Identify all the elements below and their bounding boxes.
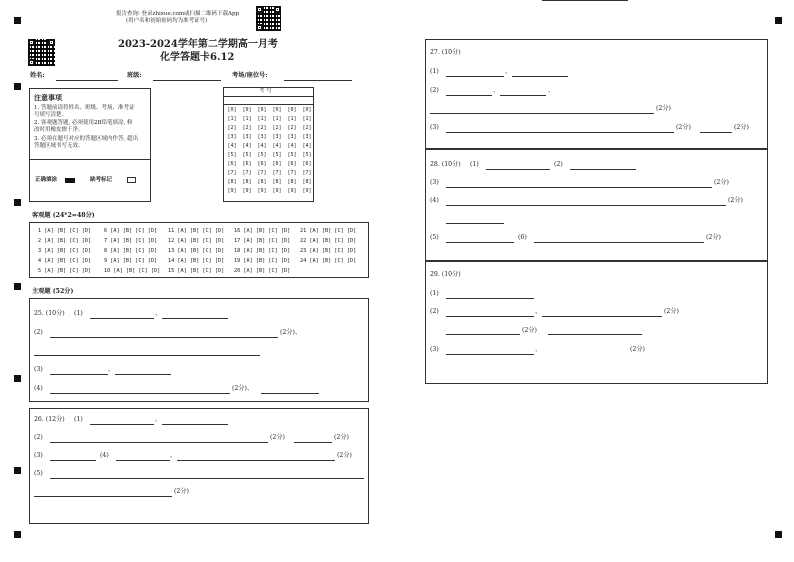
exam-digit-bubble[interactable]: [2] [302, 125, 312, 131]
alignment-mark [14, 283, 21, 290]
correct-fill-label: 正确填涂 [35, 177, 58, 183]
notes-item: 改时用橡皮擦干净。 [34, 127, 84, 133]
exam-digit-bubble[interactable]: [0] [257, 107, 267, 113]
q25-part2: (2) [34, 329, 43, 336]
answer-line[interactable] [34, 496, 172, 497]
q27-part2: (2) [430, 87, 439, 94]
points: (2分) [728, 197, 743, 204]
q28-part1: (1) [470, 161, 479, 168]
page-title: 2023-2024学年第二学期高一月考 [118, 39, 278, 50]
separator: 、 [548, 87, 555, 94]
q26-part4: (4) [100, 452, 109, 459]
answer-line[interactable] [500, 95, 546, 96]
notes-item: 2. 客观题答题, 必须使用2B铅笔填涂, 修 [34, 120, 133, 126]
exam-digit-bubble[interactable]: [3] [242, 134, 252, 140]
exam-digit-bubble[interactable]: [8] [302, 179, 312, 185]
points: (2分)、 [280, 329, 302, 336]
exam-digit-bubble[interactable]: [0] [227, 107, 237, 113]
answer-line[interactable] [446, 316, 534, 317]
absent-checkbox[interactable] [127, 177, 136, 183]
exam-digit-bubble[interactable]: [9] [272, 188, 282, 194]
exam-digit-bubble[interactable]: [0] [302, 107, 312, 113]
exam-number-column [257, 106, 267, 196]
exam-digit-bubble[interactable]: [3] [227, 134, 237, 140]
answer-line[interactable] [446, 223, 504, 224]
answer-line[interactable] [446, 354, 534, 355]
points: (2分) [337, 452, 352, 459]
exam-digit-bubble[interactable]: [8] [287, 179, 297, 185]
exam-digit-bubble[interactable]: [4] [272, 143, 282, 149]
answer-line[interactable] [542, 316, 662, 317]
choice-item[interactable]: 23 [A] [B] [C] [D] [300, 248, 357, 254]
answer-line[interactable] [177, 460, 335, 461]
answer-line[interactable] [446, 242, 514, 243]
q29-part1: (1) [430, 290, 439, 297]
answer-line[interactable] [50, 393, 230, 394]
qr-code [28, 39, 55, 66]
answer-line[interactable] [430, 113, 654, 114]
choice-item[interactable]: 16 [A] [B] [C] [D] [234, 228, 291, 234]
choice-item[interactable]: 19 [A] [B] [C] [D] [234, 258, 291, 264]
seat-label: 考场/座位号: [232, 72, 268, 79]
exam-digit-bubble[interactable]: [9] [242, 188, 252, 194]
q26-part2: (2) [34, 434, 43, 441]
alignment-mark [14, 199, 21, 206]
separator: 、 [155, 416, 162, 423]
seat-field[interactable] [284, 80, 352, 81]
exam-digit-bubble[interactable]: [3] [287, 134, 297, 140]
q28-title: 28. (10分) [430, 161, 461, 168]
name-label: 姓名: [30, 72, 45, 79]
alignment-mark [775, 531, 782, 538]
points: (2分) [734, 124, 749, 131]
exam-number-column [302, 106, 312, 196]
exam-digit-bubble[interactable]: [7] [257, 170, 267, 176]
exam-digit-bubble[interactable]: [0] [242, 107, 252, 113]
choice-item[interactable]: 12 [A] [B] [C] [D] [168, 238, 225, 244]
points: (2分) [656, 105, 671, 112]
answer-line[interactable] [34, 355, 260, 356]
exam-number-label: 考 号 [259, 88, 272, 94]
choice-item[interactable]: 10 [A] [B] [C] [D] [104, 268, 161, 274]
exam-digit-bubble[interactable]: [3] [257, 134, 267, 140]
choice-item[interactable]: 22 [A] [B] [C] [D] [300, 238, 357, 244]
alignment-mark [14, 467, 21, 474]
exam-digit-bubble[interactable]: [3] [302, 134, 312, 140]
points: (2分)、 [232, 385, 254, 392]
exam-digit-bubble[interactable]: [4] [257, 143, 267, 149]
separator: 、 [155, 310, 162, 317]
exam-digit-bubble[interactable]: [8] [272, 179, 282, 185]
exam-digit-bubble[interactable]: [4] [287, 143, 297, 149]
exam-digit-bubble[interactable]: [7] [227, 170, 237, 176]
exam-digit-bubble[interactable]: [5] [287, 152, 297, 158]
q26-title: 26. (12分) [34, 416, 65, 423]
exam-digit-bubble[interactable]: [3] [272, 134, 282, 140]
q29-part3: (3) [430, 346, 439, 353]
report-notice-sub: (用户名和初始密码均为准考证号) [126, 18, 208, 24]
separator: 、 [493, 87, 500, 94]
name-field[interactable] [56, 80, 118, 81]
exam-digit-bubble[interactable]: [8] [242, 179, 252, 185]
exam-digit-bubble[interactable]: [6] [302, 161, 312, 167]
exam-digit-bubble[interactable]: [4] [242, 143, 252, 149]
exam-digit-bubble[interactable]: [4] [227, 143, 237, 149]
q25-part4: (4) [34, 385, 43, 392]
points: (2分) [714, 179, 729, 186]
exam-digit-bubble[interactable]: [2] [257, 125, 267, 131]
exam-digit-bubble[interactable]: [6] [227, 161, 237, 167]
exam-digit-bubble[interactable]: [8] [227, 179, 237, 185]
answer-line[interactable] [534, 242, 704, 243]
choice-item[interactable]: 24 [A] [B] [C] [D] [300, 258, 357, 264]
alignment-mark [14, 83, 21, 90]
choice-item[interactable]: 21 [A] [B] [C] [D] [300, 228, 357, 234]
answer-line[interactable] [90, 318, 154, 319]
points: (2分) [174, 488, 189, 495]
class-label: 班级: [127, 72, 142, 79]
answer-line[interactable] [446, 76, 504, 77]
exam-digit-bubble[interactable]: [7] [287, 170, 297, 176]
exam-digit-bubble[interactable]: [9] [227, 188, 237, 194]
separator: 、 [535, 346, 542, 353]
q28-part2: (2) [554, 161, 563, 168]
exam-digit-bubble[interactable]: [1] [302, 116, 312, 122]
choice-item[interactable]: 8 [A] [B] [C] [D] [104, 248, 158, 254]
separator: 、 [535, 308, 542, 315]
q26-part5: (5) [34, 470, 43, 477]
answer-line[interactable] [50, 460, 96, 461]
exam-digit-bubble[interactable]: [0] [272, 107, 282, 113]
q25-part1: (1) [74, 310, 83, 317]
alignment-mark [775, 17, 782, 24]
answer-line[interactable] [446, 205, 726, 206]
choice-item[interactable]: 20 [A] [B] [C] [D] [234, 268, 291, 274]
class-field[interactable] [153, 80, 221, 81]
choice-item[interactable]: 7 [A] [B] [C] [D] [104, 238, 158, 244]
exam-number-grid [223, 87, 314, 202]
choice-item[interactable]: 3 [A] [B] [C] [D] [38, 248, 92, 254]
exam-digit-bubble[interactable]: [5] [227, 152, 237, 158]
choice-item[interactable]: 6 [A] [B] [C] [D] [104, 228, 158, 234]
choice-item[interactable]: 9 [A] [B] [C] [D] [104, 258, 158, 264]
absent-label: 缺考标记 [90, 177, 113, 183]
q28-part6: (6) [518, 234, 527, 241]
points: (2分) [270, 434, 285, 441]
exam-digit-bubble[interactable]: [5] [302, 152, 312, 158]
answer-line[interactable] [162, 318, 228, 319]
q28-part3: (3) [430, 179, 439, 186]
points: (2分) [676, 124, 691, 131]
exam-digit-bubble[interactable]: [9] [302, 188, 312, 194]
exam-digit-bubble[interactable]: [7] [242, 170, 252, 176]
q27-part1: (1) [430, 68, 439, 75]
choice-item[interactable]: 4 [A] [B] [C] [D] [38, 258, 92, 264]
separator: 、 [170, 452, 177, 459]
exam-digit-bubble[interactable]: [5] [272, 152, 282, 158]
answer-line[interactable] [446, 132, 674, 133]
points: (2分) [334, 434, 349, 441]
correct-fill-sample [65, 178, 75, 183]
choice-item[interactable]: 17 [A] [B] [C] [D] [234, 238, 291, 244]
exam-digit-bubble[interactable]: [2] [287, 125, 297, 131]
exam-digit-bubble[interactable]: [2] [227, 125, 237, 131]
alignment-mark [14, 375, 21, 382]
answer-line[interactable] [512, 76, 568, 77]
exam-number-column [242, 106, 252, 196]
answer-line[interactable] [700, 132, 732, 133]
choice-item[interactable]: 2 [A] [B] [C] [D] [38, 238, 92, 244]
answer-line[interactable] [50, 478, 364, 479]
exam-digit-bubble[interactable]: [2] [272, 125, 282, 131]
exam-digit-bubble[interactable]: [9] [287, 188, 297, 194]
exam-digit-bubble[interactable]: [8] [257, 179, 267, 185]
report-notice: 报告查询: 登录zhixue.com或扫描二维码下载App [116, 11, 240, 17]
q27-part3: (3) [430, 124, 439, 131]
exam-digit-bubble[interactable]: [5] [242, 152, 252, 158]
answer-line[interactable] [261, 393, 319, 394]
exam-digit-bubble[interactable]: [9] [257, 188, 267, 194]
choice-item[interactable]: 5 [A] [B] [C] [D] [38, 268, 92, 274]
answer-line[interactable] [446, 298, 534, 299]
objective-box [29, 222, 369, 278]
exam-digit-bubble[interactable]: [6] [287, 161, 297, 167]
separator: 、 [108, 366, 115, 373]
q26-part3: (3) [34, 452, 43, 459]
q29-part2: (2) [430, 308, 439, 315]
exam-digit-bubble[interactable]: [1] [272, 116, 282, 122]
choice-item[interactable]: 18 [A] [B] [C] [D] [234, 248, 291, 254]
points: (2分) [630, 346, 645, 353]
notes-item: 号填写清楚。 [34, 112, 68, 118]
subjective-heading: 主观题 (52分) [32, 288, 74, 295]
answer-line[interactable] [50, 442, 268, 443]
exam-digit-bubble[interactable]: [0] [287, 107, 297, 113]
exam-digit-bubble[interactable]: [2] [242, 125, 252, 131]
choice-item[interactable]: 14 [A] [B] [C] [D] [168, 258, 225, 264]
q26-part1: (1) [74, 416, 83, 423]
answer-line[interactable] [542, 0, 628, 1]
answer-line[interactable] [50, 374, 108, 375]
exam-digit-bubble[interactable]: [5] [257, 152, 267, 158]
notes-item: 1. 答题前请将姓名、班级、考场、准考证 [34, 105, 135, 111]
q27-title: 27. (10分) [430, 49, 461, 56]
q28-part4: (4) [430, 197, 439, 204]
answer-line[interactable] [115, 374, 171, 375]
q29-box [425, 261, 768, 384]
q29-title: 29. (10分) [430, 271, 461, 278]
answer-line[interactable] [570, 169, 636, 170]
answer-line[interactable] [446, 95, 492, 96]
objective-heading: 客观题 (24*2=48分) [32, 212, 95, 219]
points: (2分) [706, 234, 721, 241]
exam-digit-bubble[interactable]: [6] [242, 161, 252, 167]
qr-code [256, 6, 281, 31]
exam-digit-bubble[interactable]: [6] [272, 161, 282, 167]
answer-line[interactable] [90, 424, 154, 425]
notes-heading: 注意事项 [34, 93, 62, 102]
page-subtitle: 化学答题卡6.12 [160, 52, 235, 63]
choice-item[interactable]: 11 [A] [B] [C] [D] [168, 228, 225, 234]
exam-digit-bubble[interactable]: [6] [257, 161, 267, 167]
exam-digit-bubble[interactable]: [4] [302, 143, 312, 149]
notes-box [29, 88, 151, 202]
exam-digit-bubble[interactable]: [1] [227, 116, 237, 122]
points: (2分) [522, 327, 537, 334]
choice-item[interactable]: 15 [A] [B] [C] [D] [168, 268, 225, 274]
q25-part3: (3) [34, 366, 43, 373]
answer-line[interactable] [50, 337, 278, 338]
answer-line[interactable] [116, 460, 170, 461]
q28-part5: (5) [430, 234, 439, 241]
answer-line[interactable] [486, 169, 550, 170]
exam-number-column [287, 106, 297, 196]
exam-digit-bubble[interactable]: [1] [287, 116, 297, 122]
exam-digit-bubble[interactable]: [7] [272, 170, 282, 176]
points: (2分) [664, 308, 679, 315]
choice-item[interactable]: 1 [A] [B] [C] [D] [38, 228, 92, 234]
exam-number-column [227, 106, 237, 196]
choice-item[interactable]: 13 [A] [B] [C] [D] [168, 248, 225, 254]
exam-digit-bubble[interactable]: [1] [242, 116, 252, 122]
notes-item: 答题区域书写无效。 [34, 143, 84, 149]
answer-line[interactable] [294, 442, 332, 443]
q25-title: 25. (10分) [34, 310, 65, 317]
exam-digit-bubble[interactable]: [1] [257, 116, 267, 122]
q26-box [29, 408, 369, 524]
answer-line[interactable] [162, 424, 228, 425]
alignment-mark [14, 17, 21, 24]
answer-line[interactable] [446, 334, 520, 335]
exam-digit-bubble[interactable]: [7] [302, 170, 312, 176]
answer-line[interactable] [548, 334, 642, 335]
exam-number-column [272, 106, 282, 196]
notes-item: 3. 必须在题号对应的答题区域内作答, 超出 [34, 136, 138, 142]
answer-line[interactable] [446, 187, 712, 188]
alignment-mark [14, 531, 21, 538]
separator: 、 [505, 68, 512, 75]
